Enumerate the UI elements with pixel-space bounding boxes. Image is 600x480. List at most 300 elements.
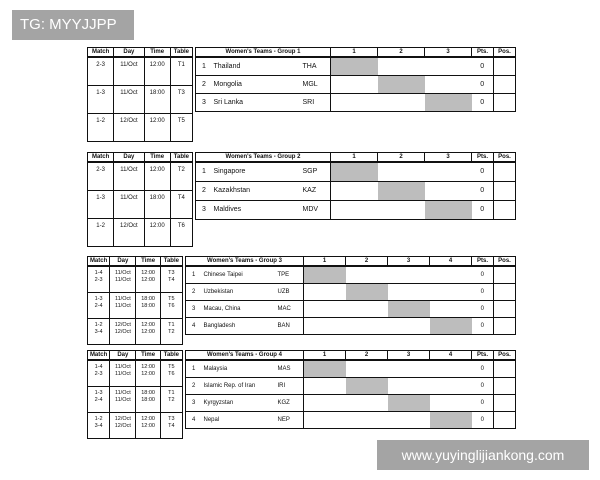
- schedule-day-cell: [114, 218, 144, 246]
- schedule-table-cell: [170, 162, 192, 190]
- team-points: 0: [472, 300, 494, 317]
- result-column-header: 2: [346, 257, 388, 267]
- schedule-match-cell: [88, 318, 110, 344]
- watermark-top: TG: MYYJJPP: [12, 10, 134, 40]
- schedule-time-cell: [144, 162, 170, 190]
- team-number: 2: [196, 181, 210, 200]
- schedule-match-cell: [88, 190, 114, 218]
- team-number: 1: [186, 266, 200, 283]
- result-cell: [378, 57, 425, 75]
- result-cell: [388, 377, 430, 394]
- schedule-header-cell: Day: [114, 48, 144, 58]
- team-number: 1: [196, 57, 210, 75]
- team-points: 0: [472, 266, 494, 283]
- schedule-header-cell: Table: [170, 153, 192, 163]
- team-row: [186, 360, 516, 377]
- standings-header-row: [196, 48, 516, 58]
- schedule-match-cell: [88, 386, 110, 412]
- team-country: Mongolia: [210, 75, 303, 93]
- schedule-table-cell: [160, 360, 182, 386]
- schedule-match-value: 1-3: [94, 295, 103, 302]
- position-header: Pos.: [494, 257, 516, 267]
- result-cell: [388, 317, 430, 334]
- schedule-header-cell: Table: [160, 257, 182, 267]
- team-country: Kazakhstan: [210, 181, 303, 200]
- self-match-cell: [304, 360, 346, 377]
- schedule-table: [87, 256, 183, 345]
- schedule-row: [88, 57, 193, 85]
- self-match-cell: [331, 162, 378, 181]
- result-cell: [388, 266, 430, 283]
- schedule-match-value: 2-3: [94, 277, 103, 283]
- schedule-match-value: 2-4: [94, 396, 103, 403]
- team-row: [196, 57, 516, 75]
- schedule-day-cell: [114, 162, 144, 190]
- team-country: Nepal: [200, 411, 278, 428]
- result-column-header: 3: [425, 153, 472, 163]
- result-cell: [331, 93, 378, 111]
- schedule-day-cell: [110, 266, 136, 292]
- self-match-cell: [346, 377, 388, 394]
- points-header: Pts.: [472, 351, 494, 361]
- schedule-table-value: T5: [168, 364, 175, 370]
- team-row: [186, 266, 516, 283]
- result-cell: [331, 181, 378, 200]
- schedule-header-cell: Time: [144, 153, 170, 163]
- schedule-day-value: 11/Oct: [120, 194, 138, 201]
- standings-table: [195, 152, 516, 220]
- schedule-time-cell: [136, 412, 160, 438]
- team-row: [196, 181, 516, 200]
- schedule-day-cell: [110, 360, 136, 386]
- self-match-cell: [331, 57, 378, 75]
- team-points: 0: [472, 200, 494, 219]
- schedule-match-value: 1-4: [94, 364, 103, 370]
- schedule-match-cell: [88, 113, 114, 141]
- schedule-match-value: 1-3: [94, 389, 103, 396]
- team-position: [494, 360, 516, 377]
- schedule-header-row: [88, 257, 183, 267]
- schedule-day-cell: [110, 292, 136, 318]
- schedule-time-value: 12:00: [149, 167, 165, 173]
- schedule-time-value: 18:00: [149, 89, 165, 96]
- result-cell: [346, 394, 388, 411]
- team-points: 0: [472, 283, 494, 300]
- self-match-cell: [425, 93, 472, 111]
- schedule-match-value: 2-4: [94, 302, 103, 309]
- schedule-day-value: 11/Oct: [114, 270, 131, 276]
- schedule-day-value: 12/Oct: [114, 328, 131, 335]
- self-match-cell: [425, 200, 472, 219]
- team-country: Maldives: [210, 200, 303, 219]
- team-code: NEP: [278, 411, 304, 428]
- team-position: [494, 162, 516, 181]
- schedule-time-value: 12:00: [149, 62, 165, 68]
- schedule-day-value: 12/Oct: [114, 321, 131, 328]
- standings-table: [185, 256, 516, 335]
- self-match-cell: [430, 411, 472, 428]
- team-number: 4: [186, 411, 200, 428]
- team-number: 1: [196, 162, 210, 181]
- schedule-header-cell: Table: [170, 48, 192, 58]
- self-match-cell: [378, 181, 425, 200]
- schedule-header-cell: Match: [88, 153, 114, 163]
- team-position: [494, 317, 516, 334]
- schedule-header-cell: Match: [88, 48, 114, 58]
- team-country: Sri Lanka: [210, 93, 303, 111]
- result-column-header: 3: [425, 48, 472, 58]
- group-title: Women's Teams - Group 1: [196, 48, 331, 58]
- team-position: [494, 75, 516, 93]
- result-cell: [346, 300, 388, 317]
- schedule-header-cell: Table: [160, 351, 182, 361]
- schedule-time-value: 12:00: [141, 328, 155, 335]
- result-column-header: 1: [304, 351, 346, 361]
- schedule-table-cell: [160, 266, 182, 292]
- team-code: THA: [303, 57, 331, 75]
- schedule-match-value: 1-2: [94, 321, 103, 328]
- team-points: 0: [472, 181, 494, 200]
- schedule-day-value: 11/Oct: [114, 302, 131, 309]
- points-header: Pts.: [472, 153, 494, 163]
- schedule-table-cell: [170, 85, 192, 113]
- points-header: Pts.: [472, 48, 494, 58]
- standings-header-row: [186, 351, 516, 361]
- schedule-day-value: 11/Oct: [120, 62, 138, 68]
- schedule-table-value: T1: [168, 389, 175, 396]
- team-country: Uzbekistan: [200, 283, 278, 300]
- team-code: MAC: [278, 300, 304, 317]
- group-title: Women's Teams - Group 4: [186, 351, 304, 361]
- schedule-header-cell: Time: [136, 351, 160, 361]
- schedule-table-cell: [170, 190, 192, 218]
- team-row: [196, 162, 516, 181]
- schedule-match-cell: [88, 360, 110, 386]
- team-code: SGP: [303, 162, 331, 181]
- team-code: IRI: [278, 377, 304, 394]
- team-position: [494, 266, 516, 283]
- schedule-day-cell: [114, 85, 144, 113]
- team-position: [494, 300, 516, 317]
- team-number: 3: [196, 200, 210, 219]
- team-country: Chinese Taipei: [200, 266, 278, 283]
- result-cell: [304, 283, 346, 300]
- team-number: 3: [186, 394, 200, 411]
- result-cell: [304, 394, 346, 411]
- team-country: Thailand: [210, 57, 303, 75]
- team-row: [186, 394, 516, 411]
- schedule-match-value: 1-3: [96, 194, 105, 201]
- schedule-time-value: 12:00: [141, 415, 155, 422]
- schedule-match-value: 1-2: [96, 222, 105, 229]
- result-cell: [430, 266, 472, 283]
- result-cell: [331, 75, 378, 93]
- schedule-table-cell: [160, 386, 182, 412]
- schedule-day-value: 11/Oct: [114, 396, 131, 403]
- team-number: 3: [196, 93, 210, 111]
- team-position: [494, 377, 516, 394]
- schedule-match-value: 1-2: [94, 415, 103, 422]
- schedule-table-cell: [170, 57, 192, 85]
- schedule-table-cell: [170, 218, 192, 246]
- schedule-row: [88, 360, 183, 386]
- self-match-cell: [304, 266, 346, 283]
- schedule-time-cell: [144, 218, 170, 246]
- schedule-header-row: [88, 48, 193, 58]
- schedule-day-cell: [110, 318, 136, 344]
- schedule-day-value: 11/Oct: [114, 295, 131, 302]
- schedule-header-cell: Time: [144, 48, 170, 58]
- result-cell: [331, 200, 378, 219]
- schedule-header-cell: Match: [88, 351, 110, 361]
- result-column-header: 1: [331, 153, 378, 163]
- team-number: 2: [186, 283, 200, 300]
- schedule-header-cell: Day: [110, 257, 136, 267]
- team-code: KGZ: [278, 394, 304, 411]
- team-points: 0: [472, 411, 494, 428]
- schedule-time-value: 18:00: [149, 194, 165, 201]
- team-position: [494, 200, 516, 219]
- team-number: 2: [186, 377, 200, 394]
- schedule-match-value: 1-2: [96, 117, 105, 124]
- points-header: Pts.: [472, 257, 494, 267]
- schedule-time-cell: [144, 57, 170, 85]
- result-cell: [388, 360, 430, 377]
- team-country: Islamic Rep. of Iran: [200, 377, 278, 394]
- schedule-header-cell: Time: [136, 257, 160, 267]
- result-cell: [378, 162, 425, 181]
- schedule-row: [88, 190, 193, 218]
- team-code: KAZ: [303, 181, 331, 200]
- schedule-day-cell: [110, 386, 136, 412]
- schedule-row: [88, 412, 183, 438]
- result-cell: [378, 93, 425, 111]
- schedule-header-row: [88, 153, 193, 163]
- team-row: [186, 411, 516, 428]
- schedule-table-cell: [160, 292, 182, 318]
- result-cell: [346, 411, 388, 428]
- schedule-match-value: 3-4: [94, 328, 103, 335]
- schedule-time-cell: [144, 113, 170, 141]
- schedule-time-value: 12:00: [141, 364, 155, 370]
- schedule-day-cell: [114, 113, 144, 141]
- schedule-day-value: 12/Oct: [114, 415, 131, 422]
- team-country: Macau, China: [200, 300, 278, 317]
- team-points: 0: [472, 360, 494, 377]
- team-code: MAS: [278, 360, 304, 377]
- team-points: 0: [472, 93, 494, 111]
- team-points: 0: [472, 394, 494, 411]
- team-row: [196, 75, 516, 93]
- self-match-cell: [388, 300, 430, 317]
- result-cell: [304, 377, 346, 394]
- team-position: [494, 93, 516, 111]
- schedule-match-cell: [88, 292, 110, 318]
- team-code: UZB: [278, 283, 304, 300]
- result-column-header: 4: [430, 351, 472, 361]
- team-row: [196, 93, 516, 111]
- schedule-table-value: T2: [177, 167, 185, 173]
- result-column-header: 2: [346, 351, 388, 361]
- schedule-time-value: 12:00: [149, 117, 165, 124]
- schedule-match-value: 2-3: [96, 167, 105, 173]
- schedule-row: [88, 218, 193, 246]
- schedule-day-value: 11/Oct: [114, 277, 131, 283]
- schedule-day-value: 11/Oct: [114, 364, 131, 370]
- team-points: 0: [472, 317, 494, 334]
- schedule-day-value: 11/Oct: [120, 89, 138, 96]
- schedule-day-value: 11/Oct: [114, 389, 131, 396]
- result-cell: [430, 394, 472, 411]
- schedule-row: [88, 113, 193, 141]
- group-title: Women's Teams - Group 2: [196, 153, 331, 163]
- team-row: [196, 200, 516, 219]
- result-cell: [430, 360, 472, 377]
- result-column-header: 4: [430, 257, 472, 267]
- result-cell: [430, 283, 472, 300]
- position-header: Pos.: [494, 153, 516, 163]
- self-match-cell: [346, 283, 388, 300]
- team-country: Malaysia: [200, 360, 278, 377]
- team-code: MDV: [303, 200, 331, 219]
- schedule-row: [88, 292, 183, 318]
- team-points: 0: [472, 377, 494, 394]
- schedule-header-cell: Day: [114, 153, 144, 163]
- schedule-time-value: 18:00: [141, 302, 155, 309]
- result-cell: [425, 57, 472, 75]
- schedule-table-value: T1: [177, 62, 185, 68]
- position-header: Pos.: [494, 48, 516, 58]
- result-column-header: 2: [378, 48, 425, 58]
- team-position: [494, 411, 516, 428]
- schedule-match-value: 1-3: [96, 89, 105, 96]
- team-number: 1: [186, 360, 200, 377]
- team-row: [186, 283, 516, 300]
- schedule-match-value: 3-4: [94, 422, 103, 429]
- standings-header-row: [196, 153, 516, 163]
- result-cell: [304, 317, 346, 334]
- result-cell: [425, 181, 472, 200]
- schedule-table-cell: [160, 318, 182, 344]
- self-match-cell: [378, 75, 425, 93]
- team-number: 4: [186, 317, 200, 334]
- result-cell: [388, 283, 430, 300]
- schedule-row: [88, 318, 183, 344]
- schedule-match-value: 2-3: [94, 371, 103, 377]
- schedule-time-value: 18:00: [141, 396, 155, 403]
- result-cell: [430, 300, 472, 317]
- group-title: Women's Teams - Group 3: [186, 257, 304, 267]
- schedule-table: [87, 350, 183, 439]
- result-cell: [304, 300, 346, 317]
- team-position: [494, 181, 516, 200]
- team-position: [494, 57, 516, 75]
- schedule-table-value: T3: [168, 415, 175, 422]
- team-position: [494, 394, 516, 411]
- schedule-day-value: 12/Oct: [114, 422, 131, 429]
- team-row: [186, 300, 516, 317]
- result-column-header: 2: [378, 153, 425, 163]
- result-cell: [346, 266, 388, 283]
- schedule-table-cell: [170, 113, 192, 141]
- team-row: [186, 377, 516, 394]
- result-cell: [425, 162, 472, 181]
- schedule-day-value: 12/Oct: [120, 222, 138, 229]
- result-cell: [346, 360, 388, 377]
- schedule-match-value: 2-3: [96, 62, 105, 68]
- result-column-header: 3: [388, 351, 430, 361]
- watermark-bottom: www.yuyinglijiankong.com: [377, 440, 589, 470]
- schedule-time-cell: [136, 360, 160, 386]
- schedule-table-value: T6: [168, 302, 175, 309]
- result-cell: [388, 411, 430, 428]
- team-country: Bangladesh: [200, 317, 278, 334]
- schedule-table-value: T4: [168, 422, 175, 429]
- result-cell: [346, 317, 388, 334]
- schedule-day-value: 11/Oct: [120, 167, 138, 173]
- schedule-table-value: T4: [168, 277, 175, 283]
- standings-header-row: [186, 257, 516, 267]
- result-column-header: 1: [331, 48, 378, 58]
- schedule-table: [87, 47, 193, 142]
- schedule-match-cell: [88, 57, 114, 85]
- schedule-time-cell: [144, 85, 170, 113]
- self-match-cell: [430, 317, 472, 334]
- schedule-header-cell: Day: [110, 351, 136, 361]
- schedule-match-cell: [88, 266, 110, 292]
- schedule-day-value: 12/Oct: [120, 117, 138, 124]
- schedule-table-value: T2: [168, 328, 175, 335]
- schedule-time-value: 12:00: [141, 422, 155, 429]
- schedule-time-cell: [144, 190, 170, 218]
- team-points: 0: [472, 57, 494, 75]
- standings-table: [195, 47, 516, 112]
- team-code: MGL: [303, 75, 331, 93]
- schedule-day-cell: [114, 190, 144, 218]
- schedule-match-cell: [88, 218, 114, 246]
- schedule-header-row: [88, 351, 183, 361]
- team-country: Singapore: [210, 162, 303, 181]
- schedule-time-cell: [136, 266, 160, 292]
- schedule-table-value: T6: [177, 222, 185, 229]
- schedule-table-value: T3: [177, 89, 185, 96]
- schedule-table-value: T5: [168, 295, 175, 302]
- schedule-time-value: 18:00: [141, 389, 155, 396]
- schedule-table-value: T2: [168, 396, 175, 403]
- schedule-match-cell: [88, 412, 110, 438]
- schedule-time-cell: [136, 318, 160, 344]
- team-number: 2: [196, 75, 210, 93]
- schedule-table-value: T6: [168, 371, 175, 377]
- schedule-row: [88, 386, 183, 412]
- schedule-table-value: T3: [168, 270, 175, 276]
- schedule-match-value: 1-4: [94, 270, 103, 276]
- schedule-row: [88, 162, 193, 190]
- standings-table: [185, 350, 516, 429]
- team-code: SRI: [303, 93, 331, 111]
- schedule-day-cell: [110, 412, 136, 438]
- team-points: 0: [472, 162, 494, 181]
- team-position: [494, 283, 516, 300]
- schedule-time-value: 12:00: [149, 222, 165, 229]
- team-row: [186, 317, 516, 334]
- schedule-time-value: 12:00: [141, 277, 155, 283]
- schedule-time-value: 12:00: [141, 321, 155, 328]
- schedule-time-value: 18:00: [141, 295, 155, 302]
- schedule-table: [87, 152, 193, 247]
- schedule-header-cell: Match: [88, 257, 110, 267]
- schedule-time-cell: [136, 386, 160, 412]
